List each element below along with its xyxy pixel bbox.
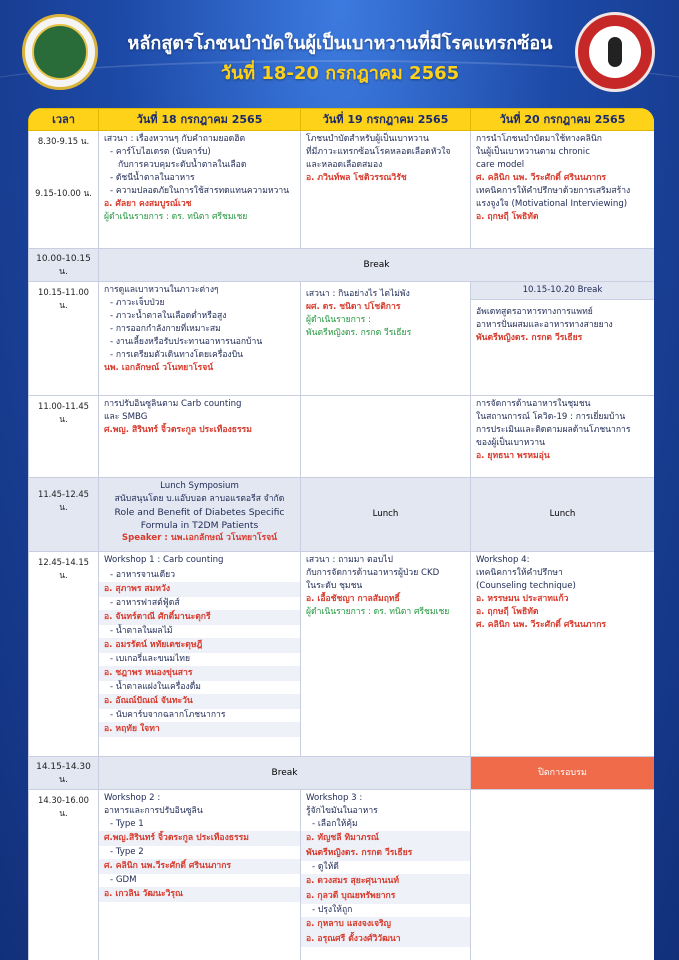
- session-cell: [301, 396, 471, 478]
- speaker-name: อ. ฤกษฤี โพธิทัต: [476, 607, 539, 617]
- lunch-symposium-cell: Lunch Symposium สนับสนุนโดย บ.แอ๊บบอต ลาบอแรตอรีส จำกัด Role and Benefit of Diabetes Specific Formula in T2DM Patients Speaker : นพ.เอกลักษณ์ วโนทยาโรจน์: [99, 478, 301, 552]
- speaker-name: อ. อรุณศรี ตั้งวงศ์วิวัฒนา: [301, 932, 470, 947]
- schedule-card: [28, 108, 654, 960]
- session-cell: Workshop 2 : อาหารและการปรับอินซูลิน - Type 1 ศ.พญ.สิรินทร์ จิ้วตระกูล ประเทืองธรรม - Type 2 ศ. คลินิก นพ.วีระศักดิ์ ศรินนภากร - GDM อ. เกวลิน วัฒนะวิรุณ: [99, 790, 301, 960]
- speaker-name: อ. เกวลิน วัฒนะวิรุณ: [99, 887, 300, 902]
- header: [0, 0, 679, 108]
- day2-column-header: วันที่ 19 กรกฎาคม 2565: [301, 109, 471, 131]
- time-cell: 10.00-10.15 น.: [29, 249, 99, 282]
- session-cell: 10.15-10.20 Break อัพเดทสูตรอาหารทางการแพทย์ อาหารปั่นผสมและอาหารทางสายยาง พันตรีหญิงดร. กรกต วีรเธียร: [471, 282, 655, 396]
- session-cell: เสวนา : เรื่องหวานๆ กับคำถามยอดฮิต - คาร์โบไฮเดรต (นับคาร์บ) กับการควบคุมระดับน้ำตาลในเลือด - ดัชนีน้ำตาลในอาหาร - ความปลอดภัยในการใช้สารทดแทนความหวาน อ. ศัลยา คงสมบูรณ์เวช ผู้ดำเนินรายการ : ดร. ทนิตา ศรีชมเชย: [99, 131, 301, 249]
- session-cell: การจัดการด้านอาหารในชุมชน ในสถานการณ์ โควิด-19 : การเยี่ยมบ้าน การประเมินและติดตามผลด้านโภชนาการ ของผู้เป็นเบาหวาน อ. ยุทธนา พรหมอุ่น: [471, 396, 655, 478]
- session-cell: Workshop 4: เทคนิคการให้คำปรึกษา (Counseling technique) อ. หรรษมน ประสาทแก้ว อ. ฤกษฤี โพธิทัต ศ. คลินิก นพ. วีระศักดิ์ ศรินนภากร: [471, 552, 655, 757]
- break-row: [29, 249, 655, 282]
- speaker-name: ศ.พญ. สิรินทร์ จิ้วตระกูล ประเทืองธรรม: [104, 425, 252, 435]
- speaker-name: นพ. เอกลักษณ์ วโนทยาโรจน์: [104, 363, 214, 373]
- day3-column-header: วันที่ 20 กรกฎาคม 2565: [471, 109, 655, 131]
- time-cell: 10.15-11.00 น.: [29, 282, 99, 396]
- speaker-name: ผศ. ดร. ชนิดา ปโชติการ: [306, 302, 401, 312]
- speaker-name: อ. สุภาพร สมหวัง: [99, 582, 300, 597]
- closing-label: ปิดการอบรม: [471, 757, 655, 790]
- speaker-name: อ. อัณณ์ปัณณ์ จันทะวัน: [99, 694, 300, 709]
- diabetes-educator-logo: [575, 12, 655, 92]
- lunch-row: [29, 478, 655, 552]
- break-label: Break: [99, 757, 471, 790]
- break-label: Break: [99, 249, 655, 282]
- speaker-name: ศ. คลินิก นพ. วีระศักดิ์ ศรินนภากร: [476, 620, 607, 630]
- session-cell: Workshop 3 : รู้จักไขมันในอาหาร - เลือกให้คุ้ม อ. ทัญชลี ทิมาภรณ์ พันตรีหญิงดร. กรกต วีรเธียร - ดูให้ดี อ. ดวงสมร สุยะศุนานนท์ อ. กุลวดี บุณยทรัพยากร - ปรุงให้ถูก อ. กุหลาบ แสงจงเจริญ อ. อรุณศรี ตั้งวงศ์วิวัฒนา: [301, 790, 471, 960]
- day1-column-header: วันที่ 18 กรกฎาคม 2565: [99, 109, 301, 131]
- lunch-label: Lunch: [471, 478, 655, 552]
- speaker-name: อ. ยุทธนา พรหมอุ่น: [476, 451, 550, 461]
- speaker-name: อ. ชฎาพร หนองขุ่นสาร: [99, 666, 300, 681]
- speaker-name: พันตรีหญิงดร. กรกต วีรเธียร: [476, 333, 583, 343]
- table-header-row: [29, 109, 655, 131]
- table-row: [29, 790, 655, 960]
- course-date: วันที่ 18-20 กรกฎาคม 2565: [220, 63, 460, 84]
- speaker-name: ศ. คลินิก นพ.วีระศักดิ์ ศรินนภากร: [99, 859, 300, 874]
- session-cell: Workshop 1 : Carb counting - อาหารจานเดียว อ. สุภาพร สมหวัง - อาหารฟาสต์ฟู้ดส์ อ. จันทร์ตาณี ศักดิ์มานะตุกรี - น้ำตาลในผลไม้ อ. อมรรัตน์ หทัยเตชะดุษฎี - เบเกอรี่และขนมไทย อ. ชฎาพร หนองขุ่นสาร - น้ำตาลแฝงในเครื่องดื่ม อ. อัณณ์ปัณณ์ จันทะวัน - นับคาร์บจากฉลากโภชนาการ อ. หฤทัย ใจทา: [99, 552, 301, 757]
- table-row: [29, 396, 655, 478]
- table-row: [29, 131, 655, 249]
- speaker-name: อ. เอื้อชัชญา กาลสัมฤทธิ์: [306, 594, 400, 604]
- speaker-name: Speaker : นพ.เอกลักษณ์ วโนทยาโรจน์: [121, 533, 278, 543]
- session-cell: การนำโภชนบำบัดมาใช้ทางคลินิก ในผู้เป็นเบาหวานตาม chronic care model ศ. คลินิก นพ. วีระศักดิ์ ศรินนภากร เทคนิคการให้คำปรึกษาด้วยการเสริมสร้าง แรงจูงใจ (Motivational Interviewing) อ. ฤกษฤี โพธิทัต: [471, 131, 655, 249]
- moderator-label: ผู้ดำเนินรายการ :: [306, 315, 371, 325]
- speaker-name: ศ.พญ.สิรินทร์ จิ้วตระกูล ประเทืองธรรม: [99, 831, 300, 846]
- speaker-name: อ. ฤกษฤี โพธิทัต: [476, 212, 539, 222]
- time-cell: 12.45-14.15 น.: [29, 552, 99, 757]
- speaker-name: อ. หรรษมน ประสาทแก้ว: [476, 594, 569, 604]
- session-cell: เสวนา : กินอย่างไร ไตไม่พัง ผศ. ดร. ชนิดา ปโชติการ ผู้ดำเนินรายการ : พันตรีหญิงดร. กรกต วีรเธียร: [301, 282, 471, 396]
- session-cell: [471, 790, 655, 960]
- session-cell: เสวนา : ถามมา ตอบไป กับการจัดการด้านอาหารผู้ป่วย CKD ในระดับ ชุมชน อ. เอื้อชัชญา กาลสัมฤทธิ์ ผู้ดำเนินรายการ : ดร. ทนิตา ศรีชมเชย: [301, 552, 471, 757]
- speaker-name: อ. กุหลาบ แสงจงเจริญ: [301, 917, 470, 932]
- moderator-name: ผู้ดำเนินรายการ : ดร. ทนิตา ศรีชมเชย: [306, 607, 450, 617]
- short-break-label: 10.15-10.20 Break: [471, 282, 654, 300]
- session-cell: การดูแลเบาหวานในภาวะต่างๆ - ภาวะเจ็บป่วย - ภาวะน้ำตาลในเลือดต่ำหรือสูง - การออกกำลังกายที่เหมาะสม - งานเลี้ยงหรือรับประทานอาหารนอกบ้าน - การเตรียมตัวเดินทางโดยเครื่องบิน นพ. เอกลักษณ์ วโนทยาโรจน์: [99, 282, 301, 396]
- dietitian-association-logo: [22, 14, 98, 90]
- moderator-name: พันตรีหญิงดร. กรกต วีรเธียร: [306, 328, 412, 338]
- time-column-header: เวลา: [29, 109, 99, 131]
- speaker-name: อ. หฤทัย ใจทา: [99, 722, 300, 737]
- speaker-name: อ. จันทร์ตาณี ศักดิ์มานะตุกรี: [99, 610, 300, 625]
- time-cell: 11.45-12.45 น.: [29, 478, 99, 552]
- speaker-name: อ. ภวินท์พล โชติวรรณวิรัช: [306, 173, 407, 183]
- lunch-label: Lunch: [301, 478, 471, 552]
- time-cell: 8.30-9.15 น. 9.15-10.00 น.: [29, 131, 99, 249]
- speaker-name: อ. ทัญชลี ทิมาภรณ์: [301, 831, 470, 846]
- speaker-name: อ. ศัลยา คงสมบูรณ์เวช: [104, 199, 192, 209]
- speaker-name: อ. กุลวดี บุณยทรัพยากร: [301, 889, 470, 904]
- schedule-table: [28, 108, 654, 960]
- table-row: [29, 552, 655, 757]
- speaker-name: พันตรีหญิงดร. กรกต วีรเธียร: [301, 846, 470, 861]
- time-cell: 14.30-16.00 น.: [29, 790, 99, 960]
- session-cell: โภชนบำบัดสำหรับผู้เป็นเบาหวาน ที่มีภาวะแทรกซ้อนโรคหลอดเลือดหัวใจ และหลอดเลือดสมอง อ. ภวินท์พล โชติวรรณวิรัช: [301, 131, 471, 249]
- speaker-name: อ. อมรรัตน์ หทัยเตชะดุษฎี: [99, 638, 300, 653]
- time-cell: 14.15-14.30 น.: [29, 757, 99, 790]
- table-row: [29, 282, 655, 396]
- time-cell: 11.00-11.45 น.: [29, 396, 99, 478]
- course-title: หลักสูตรโภชนบำบัดในผู้เป็นเบาหวานที่มีโรคแทรกซ้อน: [127, 33, 553, 54]
- moderator-name: ผู้ดำเนินรายการ : ดร. ทนิตา ศรีชมเชย: [104, 212, 248, 222]
- session-cell: การปรับอินซูลินตาม Carb counting และ SMBG ศ.พญ. สิรินทร์ จิ้วตระกูล ประเทืองธรรม: [99, 396, 301, 478]
- speaker-name: อ. ดวงสมร สุยะศุนานนท์: [301, 874, 470, 889]
- speaker-name: ศ. คลินิก นพ. วีระศักดิ์ ศรินนภากร: [476, 173, 607, 183]
- break-row: [29, 757, 655, 790]
